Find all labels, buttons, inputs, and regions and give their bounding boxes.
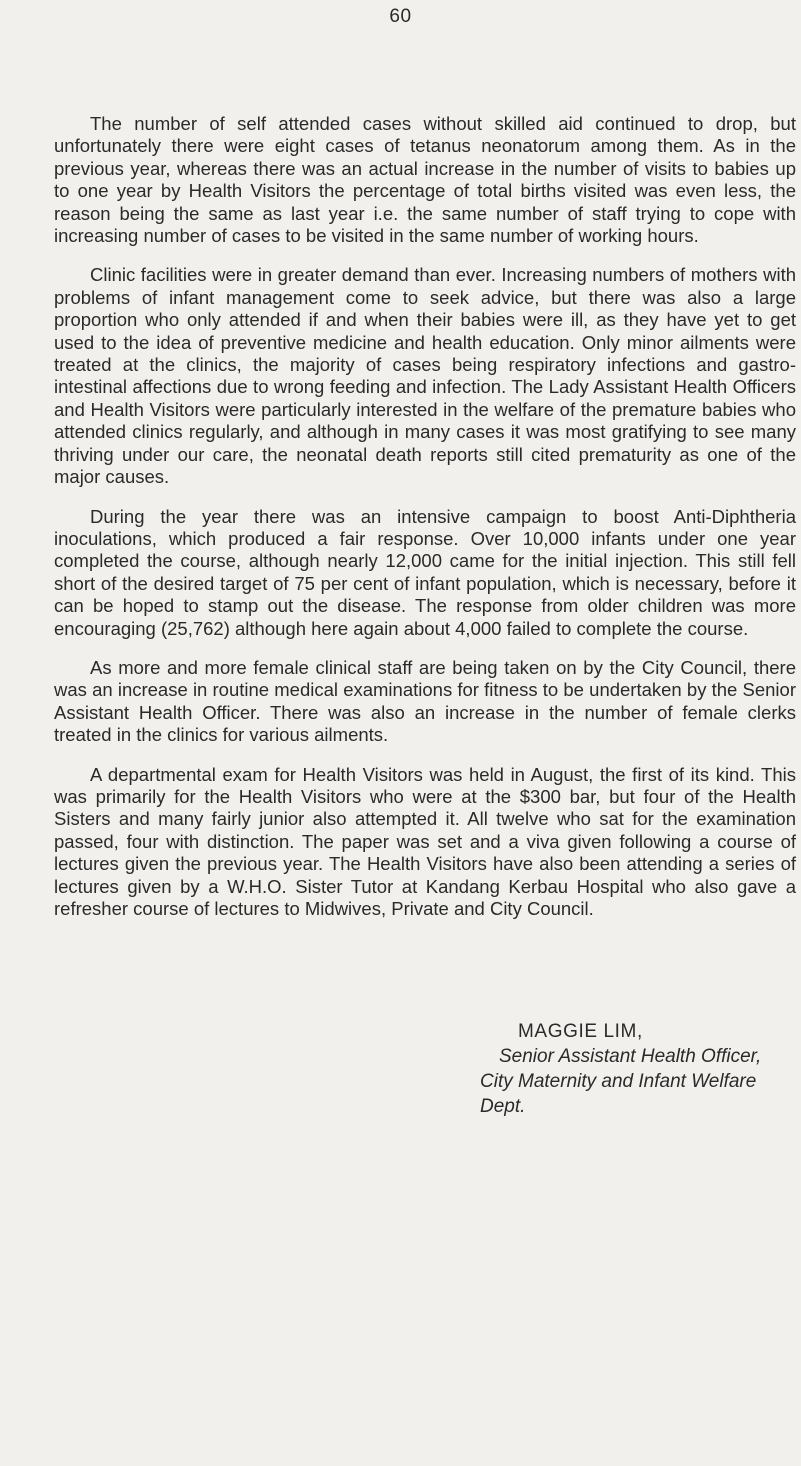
paragraph-self-attended-cases: The number of self attended cases without skilled aid continued to drop, but unfortunately there were eight cases of tetanus neonatorum among them. As in the previous year, whereas there was an actual increase in the number of visits to babies up to one year by Health Visitors the percentage of total births visited was even less, the reason being the same as last year i.e. the same number of staff trying to cope with increasing number of cases to be visited in the same number of working hours. — [54, 113, 796, 247]
signatory-title: Senior Assistant Health Officer, — [499, 1046, 762, 1067]
paragraph-departmental-exam: A departmental exam for Health Visitors was held in August, the first of its kind. This was primarily for the Health Visitors who were at the $300 bar, but four of the Health Sisters and many fairly junior also attempted it. All twelve who sat for the examination passed, four with distinction. The paper was set and a viva given following a course of lectures given the previous year. The Health Visitors have also been attending a series of lectures given by a W.H.O. Sister Tutor at Kandang Kerbau Hospital who also gave a refresher course of lectures to Midwives, Private and City Council. — [54, 763, 796, 919]
paragraph-female-clinical-staff: As more and more female clinical staff are being taken on by the City Council, there was an increase in routine medical examinations for fitness to be undertaken by the Senior Assistant Health Officer. There was also an increase in the number of female clerks treated in the clinics for various ailments. — [54, 656, 796, 746]
paragraph-clinic-facilities: Clinic facilities were in greater demand than ever. Increasing numbers of mothers with problems of infant management come to seek advice, but there was also a large proportion who only attended if and when their babies were ill, as they have yet to get used to the idea of preventive medicine and health education. Only minor ailments were treated at the clinics, the majority of cases being respiratory infections and gastro-intestinal affections due to wrong feeding and infection. The Lady Assistant Health Officers and Health Visitors were particularly interested in the welfare of the premature babies who attended clinics regularly, and although in many cases it was most gratifying to see many thriving under our care, the neonatal death reports still cited prematurity as one of the major causes. — [54, 264, 796, 488]
signatory-name: MAGGIE LIM, — [518, 1021, 643, 1042]
page-number: 60 — [389, 6, 412, 27]
report-body — [54, 113, 796, 937]
paragraph-anti-diphtheria-campaign: During the year there was an intensive campaign to boost Anti-Diphtheria inoculations, which produced a fair response. Over 10,000 infants under one year completed the course, although nearly 12,000 came for the initial injection. This still fell short of the desired target of 75 per cent of infant population, which is necessary, before it can be hoped to stamp out the disease. The response from older children was more encouraging (25,762) although here again about 4,000 failed to complete the course. — [54, 505, 796, 639]
signatory-department: City Maternity and Infant Welfare Dept. — [480, 1071, 757, 1117]
signature-block — [480, 1019, 800, 1119]
